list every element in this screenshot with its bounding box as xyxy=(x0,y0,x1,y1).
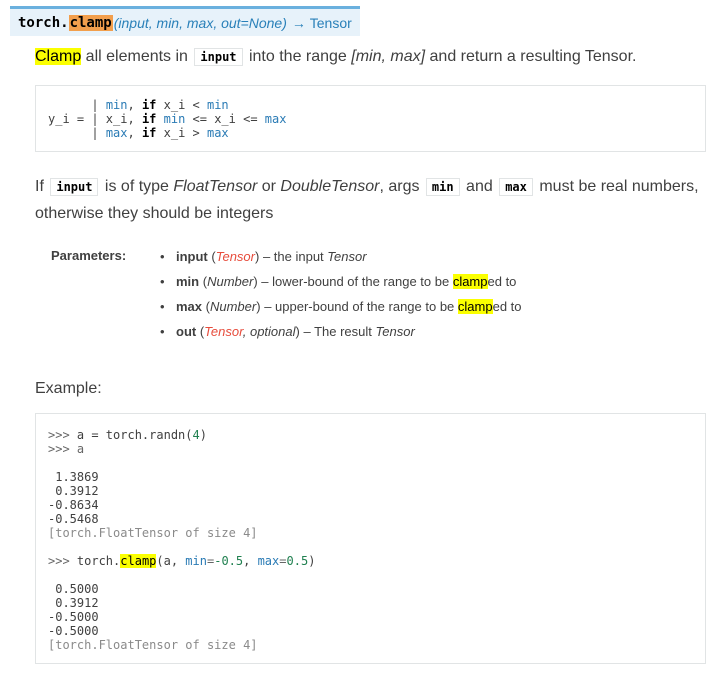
note-text: , args xyxy=(379,178,424,195)
example-heading: Example: xyxy=(35,380,102,397)
bullet-icon: • xyxy=(160,324,165,339)
param-type-link[interactable]: Tensor xyxy=(204,324,243,339)
formula-line: | x_i, if min <= x_i <= max xyxy=(91,112,287,126)
param-max xyxy=(158,298,522,323)
clamp-highlight: clamp xyxy=(120,554,157,568)
output-value: 0.5000 xyxy=(48,582,99,596)
output-size: [torch.FloatTensor of size 4] xyxy=(48,526,258,540)
formula-line: | max, if x_i > max xyxy=(91,126,229,140)
formula-line: | min, if x_i < min xyxy=(91,98,229,112)
description-text: all elements in xyxy=(81,48,193,65)
output-value: 1.3869 xyxy=(48,470,99,484)
formula-block xyxy=(35,85,706,152)
param-type: Number xyxy=(207,274,254,289)
code-text: (a, xyxy=(156,554,186,568)
param-paren: ) xyxy=(255,249,260,264)
param-paren: ( xyxy=(207,249,216,264)
param-paren: ( xyxy=(196,324,205,339)
param-name: input xyxy=(176,249,208,264)
inline-code-max: max xyxy=(499,178,533,196)
code-kwarg: max xyxy=(257,554,280,568)
param-paren: ( xyxy=(199,274,208,289)
note-text: must be real numbers, xyxy=(534,178,699,195)
param-name: min xyxy=(176,274,200,289)
double-tensor: DoubleTensor xyxy=(280,178,380,195)
code-number: 4 xyxy=(192,428,200,442)
code-prompt: >>> xyxy=(48,428,77,442)
clamp-highlight: clamp xyxy=(457,299,493,314)
bullet-icon: • xyxy=(160,249,165,264)
param-type: Number xyxy=(209,299,257,314)
range-text: [min, max] xyxy=(351,48,426,65)
note-text: or xyxy=(257,178,281,195)
note-text: is of type xyxy=(100,178,174,195)
code-kwarg: min xyxy=(185,554,207,568)
signature-params: (input, min, max, out=None) xyxy=(113,14,287,31)
clamp-highlight: Clamp xyxy=(35,48,82,65)
param-out xyxy=(158,323,522,348)
note-text: and xyxy=(461,178,498,195)
bullet-icon: • xyxy=(160,274,165,289)
formula-lhs: y_i = xyxy=(48,112,92,126)
inline-code-input: input xyxy=(50,178,98,196)
param-desc: ed to xyxy=(487,274,517,289)
param-sep: , xyxy=(242,324,250,339)
code-text: ) xyxy=(308,554,316,568)
inline-code-input: input xyxy=(194,48,242,66)
description xyxy=(35,48,636,66)
parameters-list xyxy=(158,248,522,348)
example-code xyxy=(48,428,693,652)
code-op: = xyxy=(206,554,215,568)
signature-name: clamp xyxy=(69,14,112,31)
signature-return-link[interactable]: Tensor xyxy=(309,14,352,31)
param-desc: ed to xyxy=(492,299,522,314)
signature-prefix: torch. xyxy=(18,14,69,31)
param-name: out xyxy=(176,324,197,339)
code-text: ) xyxy=(199,428,207,442)
code-text: torch. xyxy=(76,554,121,568)
param-paren: ) xyxy=(295,324,300,339)
param-desc: – The result xyxy=(299,324,376,339)
formula xyxy=(48,98,693,140)
param-desc: – upper-bound of the range to be xyxy=(260,299,458,314)
signature-arrow: → xyxy=(291,14,306,31)
clamp-highlight: clamp xyxy=(452,274,488,289)
output-value: -0.5468 xyxy=(48,512,99,526)
example-code-block xyxy=(35,413,706,664)
code-line: >>> a xyxy=(48,442,85,456)
param-desc: – lower-bound of the range to be xyxy=(257,274,453,289)
inline-code-min: min xyxy=(426,178,460,196)
param-paren: ( xyxy=(202,299,210,314)
code-number: -0.5 xyxy=(214,554,244,568)
function-signature xyxy=(10,6,360,36)
param-min xyxy=(158,273,522,298)
code-text: , xyxy=(243,554,258,568)
param-desc: – the input xyxy=(259,249,328,264)
output-size: [torch.FloatTensor of size 4] xyxy=(48,638,258,652)
param-input xyxy=(158,248,522,273)
description-text: and return a resulting Tensor. xyxy=(425,48,637,65)
output-value: 0.3912 xyxy=(48,596,99,610)
type-note xyxy=(35,178,699,196)
param-name: max xyxy=(176,299,203,314)
description-text: into the range xyxy=(244,48,352,65)
code-text: a = torch.randn( xyxy=(76,428,193,442)
param-paren: ) xyxy=(256,299,261,314)
param-type-link[interactable]: Tensor xyxy=(215,249,255,264)
code-op: = xyxy=(279,554,287,568)
output-value: 0.3912 xyxy=(48,484,99,498)
output-value: -0.8634 xyxy=(48,498,99,512)
param-paren: ) xyxy=(253,274,258,289)
code-prompt: >>> xyxy=(48,554,77,568)
param-desc-italic: Tensor xyxy=(327,249,367,264)
bullet-icon: • xyxy=(160,299,165,314)
param-desc-italic: Tensor xyxy=(375,324,415,339)
parameters-label: Parameters: xyxy=(51,248,127,263)
float-tensor: FloatTensor xyxy=(173,178,258,195)
note-text: If xyxy=(35,178,49,195)
param-optional: optional xyxy=(249,324,296,339)
code-number: 0.5 xyxy=(286,554,309,568)
output-value: -0.5000 xyxy=(48,624,99,638)
type-note-line2: otherwise they should be integers xyxy=(35,205,274,222)
output-value: -0.5000 xyxy=(48,610,99,624)
